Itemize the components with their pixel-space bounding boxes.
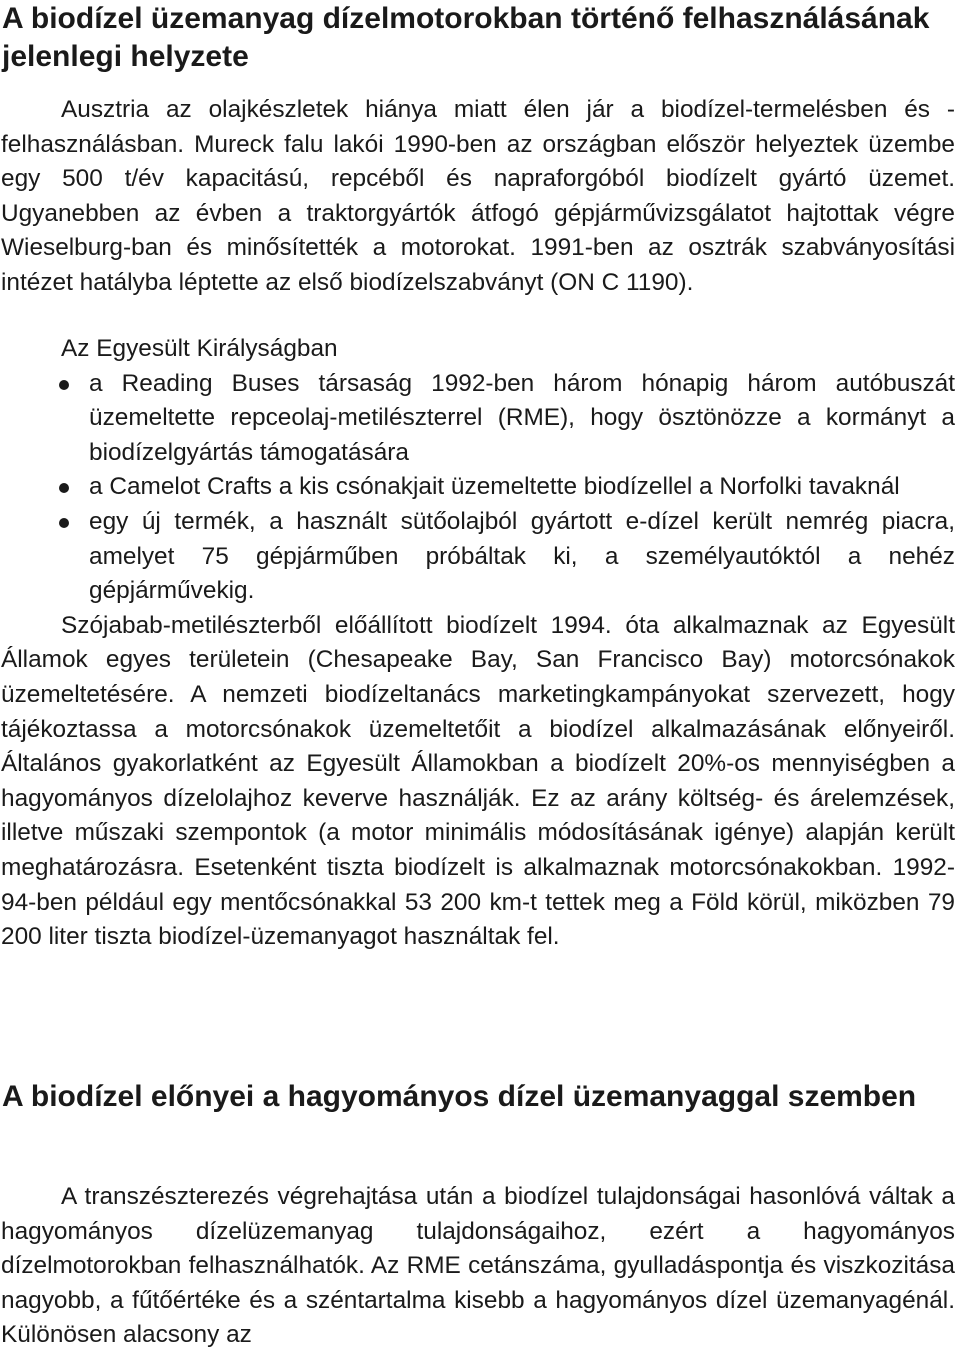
- bullet-icon: [59, 380, 69, 390]
- list-item-text: egy új termék, a használt sütőolajból gyártott e-dízel került nemrég piacra, amelyet 75 gépjárműben próbáltak ki, a személyautóktól a nehéz gépjárművekig.: [89, 507, 955, 605]
- list-item-text: a Camelot Crafts a kis csónakjait üzemeltette biodízellel a Norfolki tavaknál: [89, 473, 900, 501]
- bullet-icon: [59, 483, 69, 493]
- paragraph-austria: Ausztria az olajkészletek hiánya miatt élen jár a biodízel-termelésben és -felhasználásban. Mureck falu lakói 1990-ben az országban először helyeztek üzembe egy 500 t/év kapacitású, repcéből és napraforgóból biodízelt gyártó üzemet. Ugyanebben az évben a traktorgyártók átfogó gépjárművizsgálatot hajtottak végre Wieselburg-ban és minősítették a motorokat. 1991-ben az osztrák szabványosítási intézet hatályba léptette az első biodízelszabványt (ON C 1190).: [1, 96, 955, 296]
- uk-intro-line: Az Egyesült Királyságban: [61, 335, 338, 362]
- section-body-austria: [1, 93, 955, 301]
- section-heading-current-status: A biodízel üzemanyag dízelmotorokban történő felhasználásának jelenlegi helyzete: [2, 2, 930, 73]
- section-heading-advantages: A biodízel előnyei a hagyományos dízel üzemanyaggal szemben: [2, 1080, 917, 1113]
- paragraph-transesterification: A transzészterezés végrehajtása után a biodízel tulajdonságai hasonlóvá váltak a hagyományos dízelüzemanyag tulajdonságaihoz, ezért a hagyományos dízelmotorokban felhasználhatók. Az RME cetánszáma, gyulladáspontja és viszkozitása nagyobb, a fűtőértéke és a széntartalma kisebb a hagyományos dízel üzemanyagénál. Különösen alacsony az: [1, 1183, 955, 1349]
- list-item: [1, 470, 955, 505]
- paragraph-united-states: Szójabab-metilészterből előállított biodízelt 1994. óta alkalmaznak az Egyesült Államok egyes területein (Chesapeake Bay, San Francisco Bay) motorcsónakok üzemeltetésére. A nemzeti biodízeltanács marketingkampányokat szervezett, hogy tájékoztassa a motorcsónakok üzemeltetőit a biodízel alkalmazásának előnyeiről. Általános gyakorlatként az Egyesült Államokban a biodízelt 20%-os mennyiségben a hagyományos dízelolajhoz keverve használják. Ez az arány költség- és árelemzések, illetve műszaki szempontok (a motor minimális módosításának igénye) alapján került meghatározásra. Esetenként tiszta biodízelt is alkalmaznak motorcsónakokban. 1992-94-ben például egy mentőcsónakkal 53 200 km-t tettek meg a Föld körül, miközben 79 200 liter tiszta biodízel-üzemanyagot használtak fel.: [1, 611, 955, 951]
- bullet-icon: [59, 518, 69, 528]
- section-body-advantages: [1, 1180, 955, 1353]
- list-item-text: a Reading Buses társaság 1992-ben három hónapig három autóbuszát üzemeltette repceolaj-metilészterrel (RME), hogy ösztönözze a kormányt a biodízelgyártás támogatására: [89, 369, 955, 466]
- section-body-uk-us: [1, 332, 955, 955]
- list-item: [1, 505, 955, 609]
- list-item: [1, 367, 955, 471]
- uk-examples-list: [1, 367, 955, 609]
